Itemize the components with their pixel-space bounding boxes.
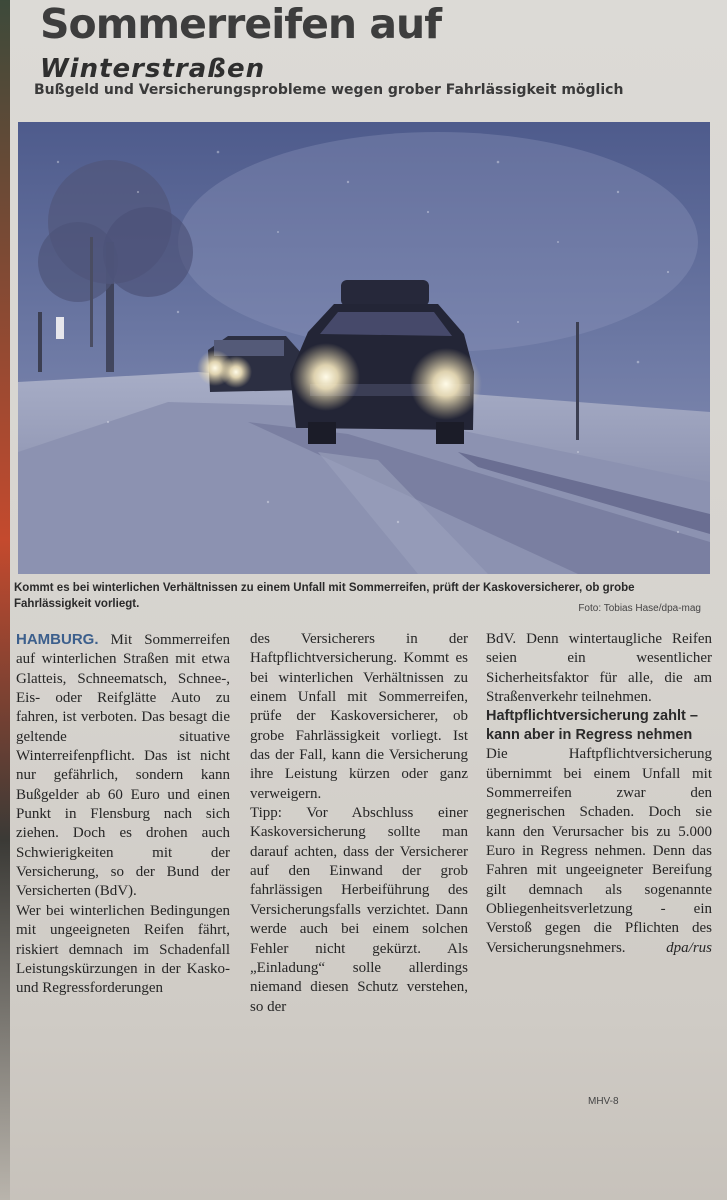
article-paragraph (16, 630, 230, 902)
photo-caption: Kommt es bei winterlichen Verhältnissen zu einem Unfall mit Sommerreifen, prüft der Kaskoversicherer, ob grobe Fahrlässigkeit vorliegt. (14, 582, 635, 610)
article-column-3 (486, 630, 712, 958)
article-paragraph: Wer bei winterlichen Bedingungen mit ungeeigneten Reifen fährt, riskiert demnach im Schadenfall Leistungskürzungen in der Kasko- und Regressforderungen (16, 902, 230, 997)
adjacent-page-edge (0, 0, 10, 1200)
page-reference: MHV-8 (588, 1096, 619, 1107)
dateline: HAMBURG. (16, 631, 99, 648)
article-intro-text: Mit Sommerreifen auf winterlichen Straßen mit etwa Glatteis, Schneematsch, Schnee-, Eis- oder Reifglätte Auto zu fahren, ist verboten. Das besagt die geltende situative Winterreifenpflicht. Das ist nicht nur gefährlich, sondern kann Bußgelder ab 60 Euro und einen Punkt in Flensburg nach sich ziehen. Doch es drohen auch Schwierigkeiten mit der Versicherung, so der Bund der Versicherten (BdV). (16, 632, 230, 900)
photo-credit: Foto: Tobias Hase/dpa-mag (578, 603, 701, 614)
article-paragraph (486, 745, 712, 958)
article-kicker: Bußgeld und Versicherungsprobleme wegen grober Fahrlässigkeit möglich (34, 82, 624, 98)
section-subheading: Haftpflichtversicherung zahlt – kann aber in Regress nehmen (486, 708, 698, 744)
article-paragraph: Tipp: Vor Abschluss einer Kaskoversicherung sollte man darauf achten, dass der Versicherer auf den Einwand der grob fahrlässigen Herbeiführung des Versicherungsfalls verzichtet. Dann werde auch bei einem solchen Fehler nicht gekürzt. Als „Einladung“ solle allerdings niemand diesen Schutz verstehen, so der (250, 805, 468, 1015)
article-subheadline: Winterstraßen (40, 54, 266, 84)
article-photo (18, 122, 710, 574)
article-column-2 (250, 630, 468, 1017)
article-paragraph-text: Die Haftpflichtversicherung übernimmt bei einem Unfall mit Sommerreifen zwar den gegnerischen Schaden. Doch sie kann den Verursacher bis zu 5.000 Euro in Regress nehmen. Denn das Fahren mit ungeeigneter Bereifung gilt demnach als sogenannte Obliegenheitsverletzung - ein Verstoß gegen die Pflichten des Versicherungsnehmers. (486, 746, 712, 956)
article-column-1 (16, 630, 230, 999)
article-headline: Sommerreifen auf (40, 0, 442, 48)
winter-road-cars-photo (18, 122, 710, 574)
article-paragraph: des Versicherers in der Haftpflichtversicherung. Kommt es bei winterlichen Verhältnissen zu einem Unfall mit Sommerreifen, prüfe der Kaskoversicherer, ob grobe Fahrlässigkeit vorliegt. Ist das der Fall, kann die Versicherung ihre Leistung kürzen oder ganz verweigern. (250, 631, 468, 802)
article-paragraph: BdV. Denn wintertaugliche Reifen seien ein wesentlicher Sicherheitsfaktor für alle, die am Straßenverkehr teilnehmen. (486, 631, 712, 706)
byline: dpa/rus (666, 939, 712, 956)
